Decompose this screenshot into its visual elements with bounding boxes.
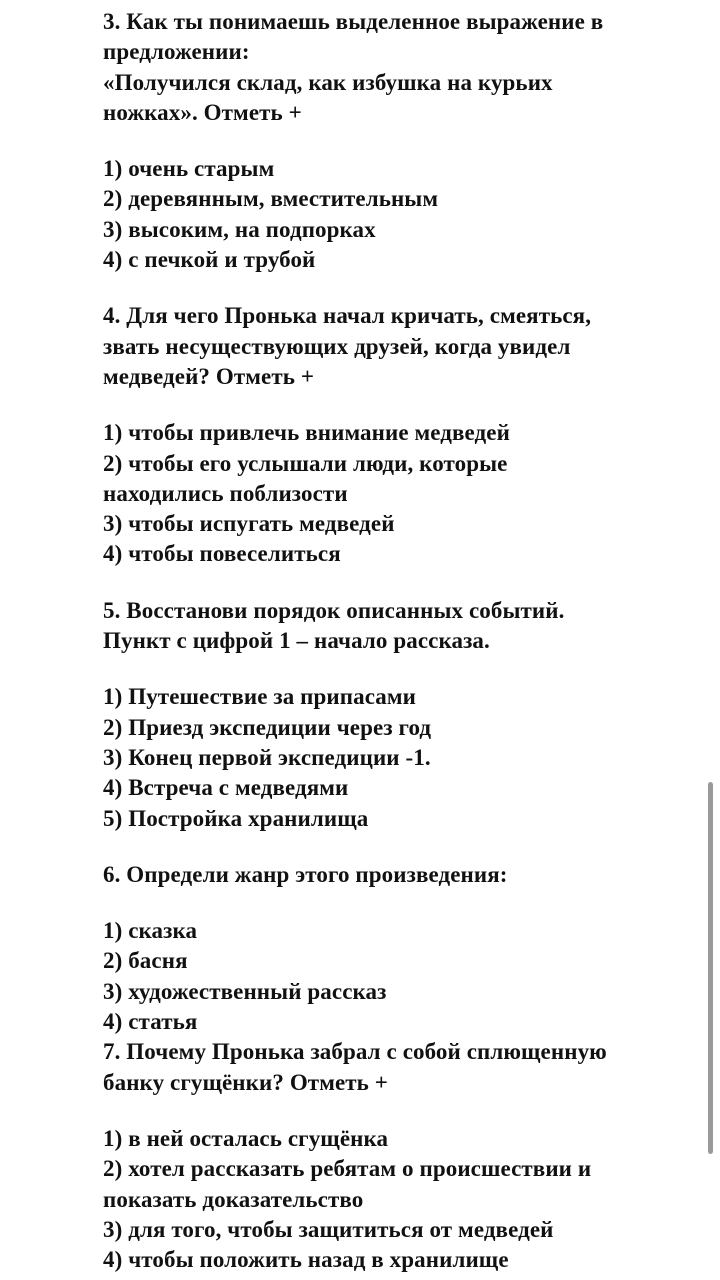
question-6 [103, 860, 673, 890]
question-3-text-line: ножках». Отметь + [103, 99, 302, 125]
spacer [103, 890, 673, 916]
question-3-text-line: предложении: [103, 39, 250, 65]
option-item: 2) басня [103, 948, 188, 974]
question-4-text-line: медведей? Отметь + [103, 363, 315, 389]
question-3-text-line: 3. Как ты понимаешь выделенное выражение в [103, 9, 604, 34]
question-4 [103, 301, 673, 392]
spacer [103, 656, 673, 682]
spacer [103, 392, 673, 418]
question-5-text-line: 5. Восстанови порядок описанных событий. [103, 597, 565, 623]
spacer [103, 570, 673, 596]
spacer [103, 128, 673, 154]
option-item: 2) деревянным, вместительным [103, 186, 439, 212]
option-item: 4) с печкой и трубой [103, 247, 316, 273]
question-4-options [103, 418, 673, 569]
spacer [103, 1098, 673, 1124]
question-3-text-line: «Получился склад, как избушка на курьих [103, 69, 553, 95]
option-item: 4) статья [103, 1009, 198, 1035]
option-item: 5) Постройка хранилища [103, 805, 369, 831]
question-5-text-line: Пункт с цифрой 1 – начало рассказа. [103, 628, 490, 654]
option-item: находились поблизости [103, 480, 348, 506]
question-7-text-line: банку сгущёнки? Отметь + [103, 1069, 388, 1095]
question-6-text-line: 6. Определи жанр этого произведения: [103, 861, 508, 887]
question-5 [103, 596, 673, 657]
option-item: 4) Встреча с медведями [103, 775, 349, 801]
question-7 [103, 1037, 673, 1098]
question-3-options [103, 154, 673, 275]
vertical-scrollbar[interactable] [708, 782, 713, 1154]
option-item: 2) Приезд экспедиции через год [103, 714, 432, 740]
question-4-text-line: звать несуществующих друзей, когда увидел [103, 333, 571, 359]
option-item: показать доказательство [103, 1186, 364, 1212]
option-item: 3) художественный рассказ [103, 978, 387, 1004]
option-item: 1) в ней осталась сгущёнка [103, 1125, 389, 1151]
option-item: 1) сказка [103, 918, 198, 944]
question-7-text-line: 7. Почему Пронька забрал с собой сплющенную [103, 1039, 607, 1065]
option-item: 3) для того, чтобы защититься от медведей [103, 1216, 554, 1242]
option-item: 3) Конец первой экспедиции -1. [103, 744, 431, 770]
option-item: 1) очень старым [103, 156, 275, 182]
option-item: 1) Путешествие за припасами [103, 684, 416, 710]
question-5-options [103, 682, 673, 833]
option-item: 2) чтобы его услышали люди, которые [103, 450, 508, 476]
spacer [103, 834, 673, 860]
question-7-options [103, 1124, 673, 1275]
option-item: 4) чтобы положить назад в хранилище [103, 1247, 509, 1273]
option-item: 1) чтобы привлечь внимание медведей [103, 420, 510, 446]
document-body [103, 7, 673, 1275]
option-item: 3) чтобы испугать медведей [103, 511, 395, 537]
option-item: 4) чтобы повеселиться [103, 541, 341, 567]
question-6-options [103, 916, 673, 1037]
question-3 [103, 7, 673, 128]
question-4-text-line: 4. Для чего Пронька начал кричать, смеяться, [103, 303, 592, 329]
option-item: 2) хотел рассказать ребятам о происшествии и [103, 1156, 592, 1182]
spacer [103, 275, 673, 301]
option-item: 3) высоким, на подпорках [103, 216, 376, 242]
